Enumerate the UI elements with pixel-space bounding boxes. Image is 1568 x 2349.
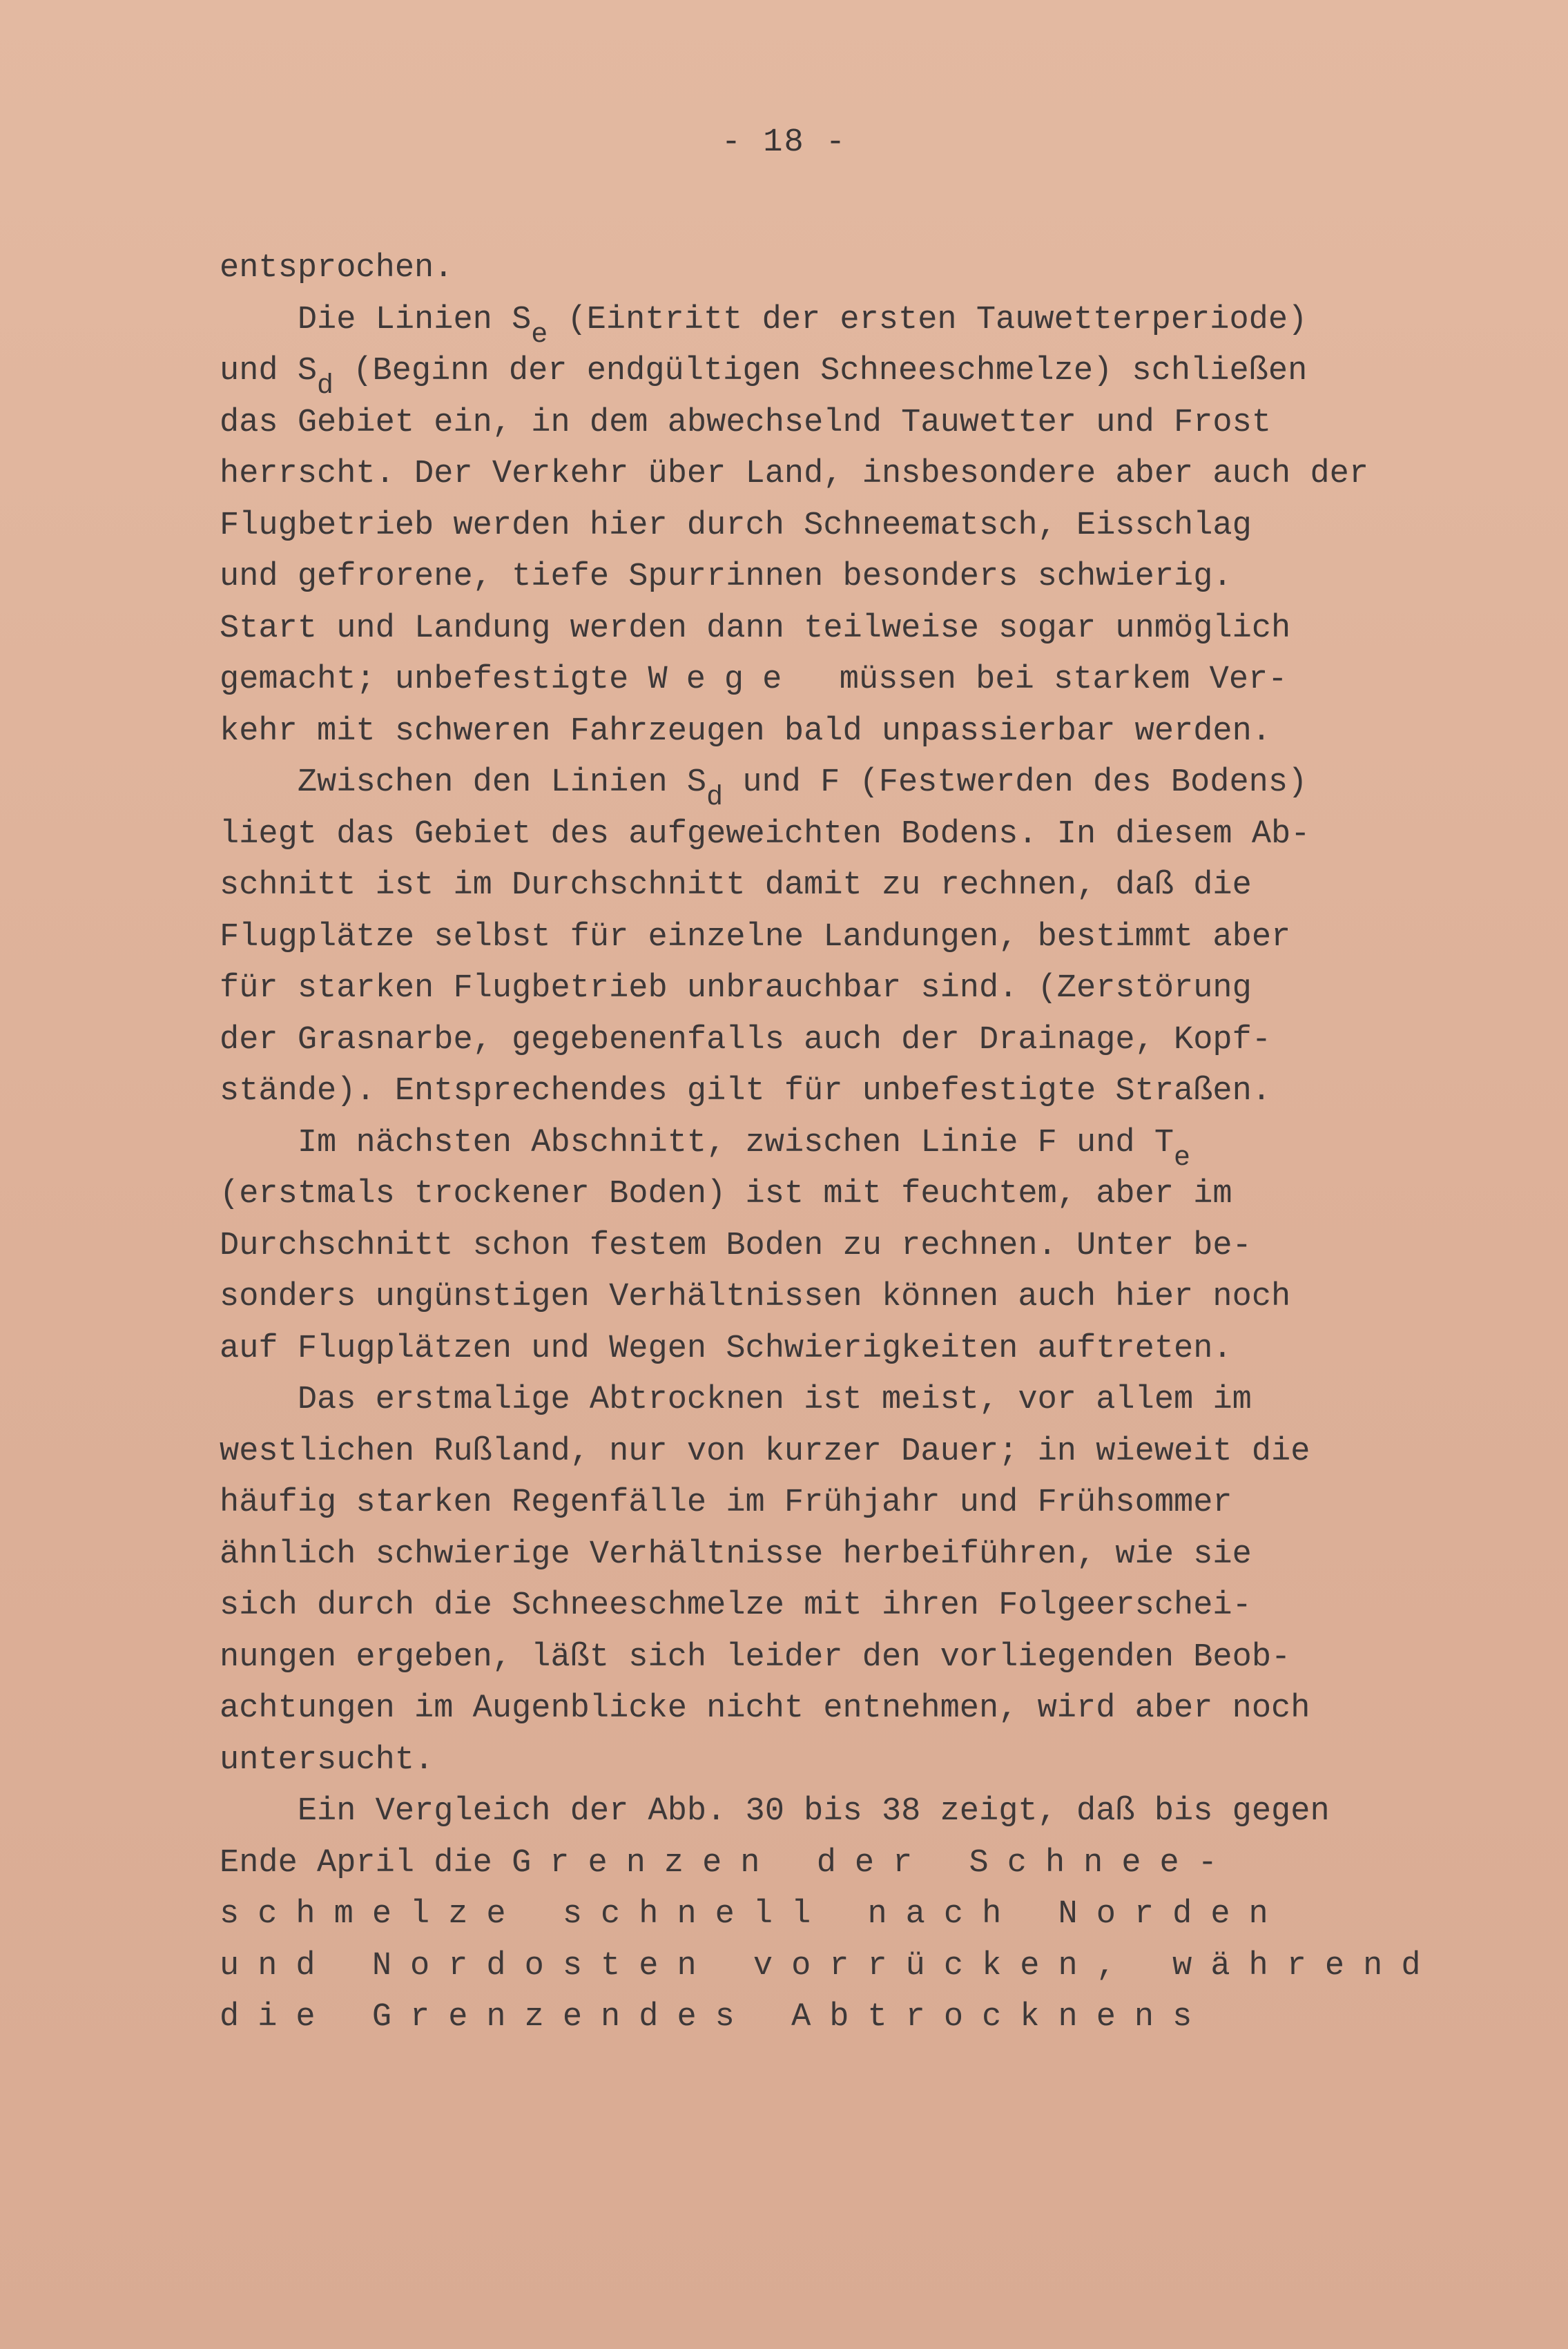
indent (220, 764, 298, 801)
text-line (220, 1580, 1462, 1632)
spaced-emphasis: Wege (648, 661, 801, 698)
text-line (220, 809, 1462, 861)
text-run: und gefrorene, tiefe Spurrinnen besonders schwierig. (220, 559, 1232, 595)
indent (220, 1382, 298, 1418)
text-run: Das erstmalige Abtrocknen ist meist, vor allem im (297, 1382, 1252, 1418)
text-run: auf Flugplätzen und Wegen Schwierigkeiten auftreten. (220, 1330, 1232, 1367)
text-line (220, 1169, 1462, 1221)
text-run: Ende April die (220, 1844, 512, 1882)
text-run: Flugbetrieb werden hier durch Schneematsch, Eisschlag (220, 507, 1252, 544)
text-line (220, 243, 1462, 295)
text-run: sich durch die Schneeschmelze mit ihren Folgeerschei- (220, 1587, 1252, 1624)
spaced-emphasis: und Nordosten vorrücken, während (220, 1947, 1440, 1984)
text-run: schnitt ist im Durchschnitt damit zu rechnen, daß die (220, 867, 1252, 904)
spaced-emphasis: schmelze schnell nach Norden (220, 1896, 1287, 1933)
text-line (220, 1375, 1462, 1427)
text-line (220, 1941, 1462, 1993)
text-line (220, 1015, 1462, 1067)
text-run: (Eintritt der ersten Tauwetterperiode) (548, 301, 1308, 338)
text-run: herrscht. Der Verkehr über Land, insbesondere aber auch der (220, 456, 1369, 492)
indent (220, 1793, 298, 1830)
text-run: stände). Entsprechendes gilt für unbefestigte Straßen. (220, 1073, 1272, 1110)
text-line (220, 1427, 1462, 1478)
text-line (220, 449, 1462, 501)
text-line (220, 1118, 1462, 1174)
text-run: (erstmals trockener Boden) ist mit feuchtem, aber im (220, 1176, 1232, 1212)
text-run: der Grasnarbe, gegebenenfalls auch der Drainage, Kopf- (220, 1021, 1272, 1058)
text-line (220, 1324, 1462, 1375)
text-run: häufig starken Regenfälle im Frühjahr und Frühsommer (220, 1485, 1232, 1521)
text-line (220, 1786, 1462, 1838)
text-run: Ein Vergleich der Abb. 30 bis 38 zeigt, daß bis gegen (297, 1793, 1330, 1830)
indent (220, 1125, 298, 1161)
text-line (220, 1683, 1462, 1735)
text-line (220, 1735, 1462, 1787)
text-line (220, 757, 1462, 813)
text-run: und S (220, 353, 318, 389)
text-run: Start und Landung werden dann teilweise sogar unmöglich (220, 610, 1291, 647)
text-run: westlichen Rußland, nur von kurzer Dauer; in wieweit die (220, 1433, 1310, 1470)
text-run: und F (Festwerden des Bodens) (723, 764, 1308, 801)
subscript: d (706, 782, 724, 813)
text-line (220, 1478, 1462, 1529)
spaced-emphasis: Grenzen der Schnee- (512, 1844, 1236, 1882)
text-line (220, 1221, 1462, 1273)
subscript: e (531, 319, 548, 351)
text-line (220, 963, 1462, 1015)
text-line (220, 1992, 1462, 2044)
text-line (220, 552, 1462, 603)
text-line (220, 1066, 1462, 1118)
text-line (220, 706, 1462, 758)
text-run: entsprochen. (220, 250, 454, 287)
text-run: Im nächsten Abschnitt, zwischen Linie F und T (297, 1124, 1174, 1161)
text-run: Zwischen den Linien S (297, 764, 707, 801)
text-run: achtungen im Augenblicke nicht entnehmen, wird aber noch (220, 1690, 1310, 1727)
text-line (220, 346, 1462, 402)
text-run: nungen ergeben, läßt sich leider den vorliegenden Beob- (220, 1638, 1291, 1676)
text-run: sonders ungünstigen Verhältnissen können auch hier noch (220, 1279, 1291, 1315)
text-run: Durchschnitt schon festem Boden zu rechnen. Unter be- (220, 1227, 1252, 1264)
text-line (220, 1272, 1462, 1324)
text-line (220, 603, 1462, 655)
text-run: gemacht; unbefestigte (220, 661, 648, 698)
text-run: müssen bei starkem Ver- (800, 661, 1288, 698)
text-run: (Beginn der endgültigen Schneeschmelze) schließen (333, 353, 1308, 389)
text-run: untersucht. (220, 1741, 434, 1779)
text-run: ähnlich schwierige Verhältnisse herbeiführen, wie sie (220, 1536, 1252, 1573)
text-run: für starken Flugbetrieb unbrauchbar sind. (Zerstörung (220, 970, 1252, 1007)
text-run: kehr mit schweren Fahrzeugen bald unpassierbar werden. (220, 713, 1272, 750)
subscript: d (317, 371, 334, 402)
text-line (220, 1838, 1462, 1890)
text-line (220, 655, 1462, 706)
text-line (220, 1529, 1462, 1581)
body-text (220, 243, 1462, 2044)
indent (220, 302, 298, 338)
text-line (220, 501, 1462, 552)
subscript: e (1174, 1142, 1191, 1174)
text-line (220, 398, 1462, 450)
text-run: Flugplätze selbst für einzelne Landungen, bestimmt aber (220, 918, 1291, 956)
text-line (220, 1889, 1462, 1941)
text-line (220, 860, 1462, 912)
text-line (220, 295, 1462, 351)
text-run: liegt das Gebiet des aufgeweichten Bodens. In diesem Ab- (220, 815, 1310, 853)
text-line (220, 1632, 1462, 1684)
page-number: - 18 - (721, 124, 847, 161)
text-run: Die Linien S (297, 301, 532, 338)
text-line (220, 912, 1462, 964)
text-run: das Gebiet ein, in dem abwechselnd Tauwetter und Frost (220, 404, 1272, 441)
spaced-emphasis: die Grenzendes Abtrocknens (220, 1999, 1211, 2036)
